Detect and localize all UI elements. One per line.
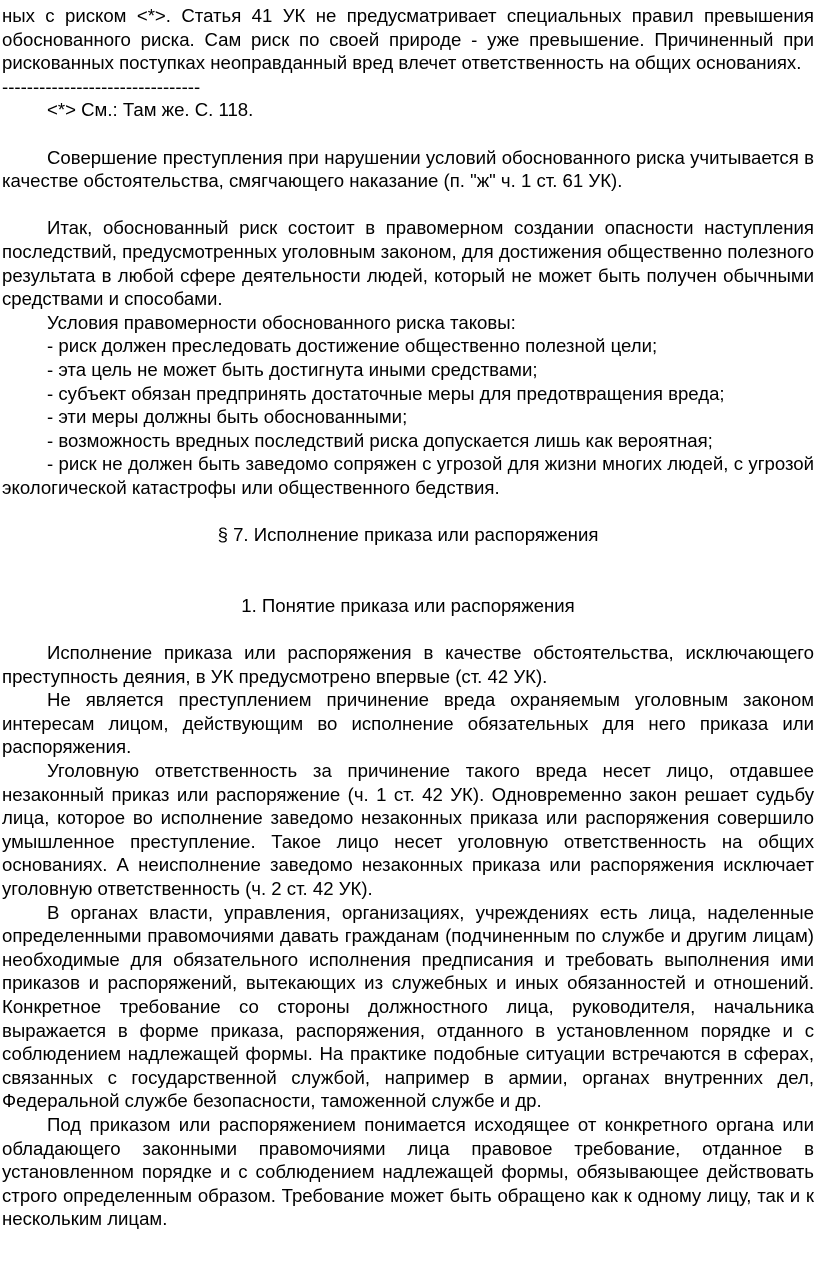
- section-heading: § 7. Исполнение приказа или распоряжения: [217, 524, 599, 546]
- paragraph-order-1: Исполнение приказа или распоряжения в качестве обстоятельства, исключающего преступность деяния, в УК предусмотрено впервые (ст. 42 УК).: [2, 642, 814, 687]
- condition-item: - субъект обязан предпринять достаточные меры для предотвращения вреда;: [47, 382, 725, 404]
- paragraph-summary: Итак, обоснованный риск состоит в правомерном создании опасности наступления последствий, предусмотренных уголовным законом, для достижения общественно полезного результата в любой сфере деятельности людей, который не может быть получен обычными средствами и способами.: [2, 217, 814, 310]
- blank-line: [2, 122, 814, 146]
- paragraph-top: ных с риском <*>. Статья 41 УК не предусматривает специальных правил превышения обоснованного риска. Сам риск по своей природе - уже превышение. Причиненный при рискованных поступках неоправданный вред влечет ответственность на общих основаниях.: [2, 5, 814, 74]
- blank-line: [2, 570, 814, 594]
- subsection-heading: 1. Понятие приказа или распоряжения: [241, 594, 575, 616]
- blank-line: [2, 547, 814, 571]
- condition-item: - риск должен преследовать достижение общественно полезной цели;: [47, 335, 658, 357]
- conditions-intro: Условия правомерности обоснованного риска таковы:: [47, 311, 516, 333]
- paragraph-mitigating: Совершение преступления при нарушении условий обоснованного риска учитывается в качестве обстоятельства, смягчающего наказание (п. "ж" ч. 1 ст. 61 УК).: [2, 146, 814, 192]
- footnote: <*> См.: Там же. С. 118.: [47, 99, 254, 121]
- condition-item: - возможность вредных последствий риска допускается лишь как вероятная;: [47, 429, 713, 451]
- blank-line: [2, 499, 814, 523]
- condition-item: - эта цель не может быть достигнута иными средствами;: [47, 358, 538, 380]
- blank-line: [2, 193, 814, 217]
- paragraph-order-4: В органах власти, управления, организациях, учреждениях есть лица, наделенные определенными правомочиями давать гражданам (подчиненным по службе и другим лицам) необходимые для обязательного исполнения предписания и требовать выполнения ими приказов и распоряжений, вытекающих из служебных и иных обязанностей и отношений. Конкретное требование со стороны должностного лица, руководителя, начальника выражается в форме приказа, распоряжения, отданного в установленном порядке и с соблюдением надлежащей формы. На практике подобные ситуации встречаются в сферах, связанных с государственной службой, например в армии, органах внутренних дел, Федеральной службе безопасности, таможенной службе и др.: [2, 901, 814, 1112]
- condition-item: - риск не должен быть заведомо сопряжен с угрозой для жизни многих людей, с угрозой экологической катастрофы или общественного бедствия.: [2, 453, 814, 498]
- paragraph-order-2: Не является преступлением причинение вреда охраняемым уголовным законом интересам лицом, действующим во исполнение обязательных для него приказа или распоряжения.: [2, 689, 814, 758]
- blank-line: [2, 617, 814, 641]
- footnote-separator: --------------------------------: [2, 75, 201, 97]
- paragraph-order-3: Уголовную ответственность за причинение такого вреда несет лицо, отдавшее незаконный приказ или распоряжение (ч. 1 ст. 42 УК). Одновременно закон решает судьбу лица, которое во исполнение заведомо незаконных приказа или распоряжения совершило умышленное преступление. Такое лицо несет уголовную ответственность на общих основаниях. А неисполнение заведомо незаконных приказа или распоряжения исключает уголовную ответственность (ч. 2 ст. 42 УК).: [2, 760, 814, 899]
- paragraph-order-5: Под приказом или распоряжением понимается исходящее от конкретного органа или обладающего законными правомочиями лица правовое требование, отданное в установленном порядке и с соблюдением надлежащей формы, обязывающее действовать строго определенным образом. Требование может быть обращено как к одному лицу, так и к нескольким лицам.: [2, 1113, 814, 1230]
- condition-item: - эти меры должны быть обоснованными;: [47, 406, 408, 428]
